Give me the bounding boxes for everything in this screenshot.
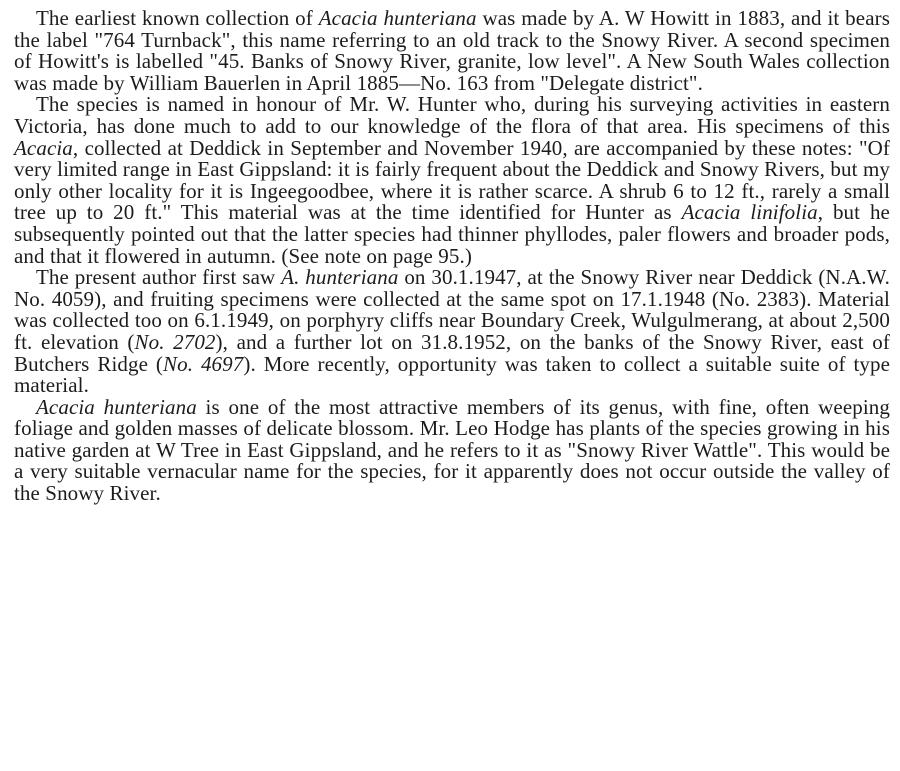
text-segment: is one of the most attractive members of its genus, with fine, often weeping foliage and golden masses of delicate blossom. Mr. Leo Hodge has plants of the species growing in his native garden at W Tree in East Gippsland, and he refers to it as "Snowy River Wattle". This would be a very suitable vernacular name for the species, for it apparently does not occur outside the valley of the Snowy River. — [14, 394, 890, 506]
specimen-number: No. 4697 — [163, 351, 244, 376]
species-name: Acacia hunteriana — [318, 6, 477, 30]
text-segment: ). More recently, opportunity was taken to collect a suitable suite of type material. — [14, 351, 891, 398]
species-name: Acacia hunteriana — [36, 394, 197, 419]
paragraph-2 — [14, 94, 890, 267]
text-segment: on 30.1.1947, at the Snowy River near Deddick (N.A.W. No. 4059), and fruiting specimens were collected at the same spot on 17.1.1948 (No. 2383). Material was collected too on 6.1.1949, on porphyry cliffs near Boundary Creek, Wulgulmerang, at about 2,500 ft. elevation ( — [14, 265, 891, 354]
genus-name: Acacia — [14, 135, 73, 160]
text-segment: The earliest known collection of — [36, 6, 319, 30]
text-segment: The present author first saw — [36, 265, 282, 290]
species-name: A. hunteriana — [281, 265, 399, 290]
document-page — [14, 8, 890, 763]
text-segment: was made by A. W Howitt in 1883, and it bears the label "764 Turnback", this name referring to an old track to the Snowy River. A second specimen of Howitt's is labelled "45. Banks of Snowy River, granite, low level". A New South Wales collection was made by William Bauerlen in April 1885—No. 163 from "Delegate district". — [14, 6, 890, 95]
text-segment: , but he subsequently pointed out that the latter species had thinner phyllodes, paler flowers and broader pods, and that it flowered in autumn. (See note on page 95.) — [14, 200, 890, 268]
text-segment: The species is named in honour of Mr. W. Hunter who, during his surveying activities in eastern Victoria, has done much to add to our knowledge of the flora of that area. His specimens of this — [14, 92, 890, 138]
text-segment: , collected at Deddick in September and November 1940, are accompanied by these notes: "Of very limited range in East Gippsland: it is fairly frequent about the Deddick and Snowy Rivers, but my only other locality for it is Ingeegoodbee, where it is rather scarce. A shrub 6 to 12 ft., rarely a small tree up to 20 ft." This material was at the time identified for Hunter as — [14, 135, 890, 225]
species-name: Acacia linifolia — [681, 200, 818, 225]
specimen-number: No. 2702 — [134, 329, 216, 354]
paragraph-1 — [14, 8, 890, 94]
paragraph-3 — [14, 267, 890, 397]
text-segment: ), and a further lot on 31.8.1952, on the banks of the Snowy River, east of Butchers Ridge ( — [14, 329, 890, 376]
paragraph-4 — [14, 394, 890, 506]
